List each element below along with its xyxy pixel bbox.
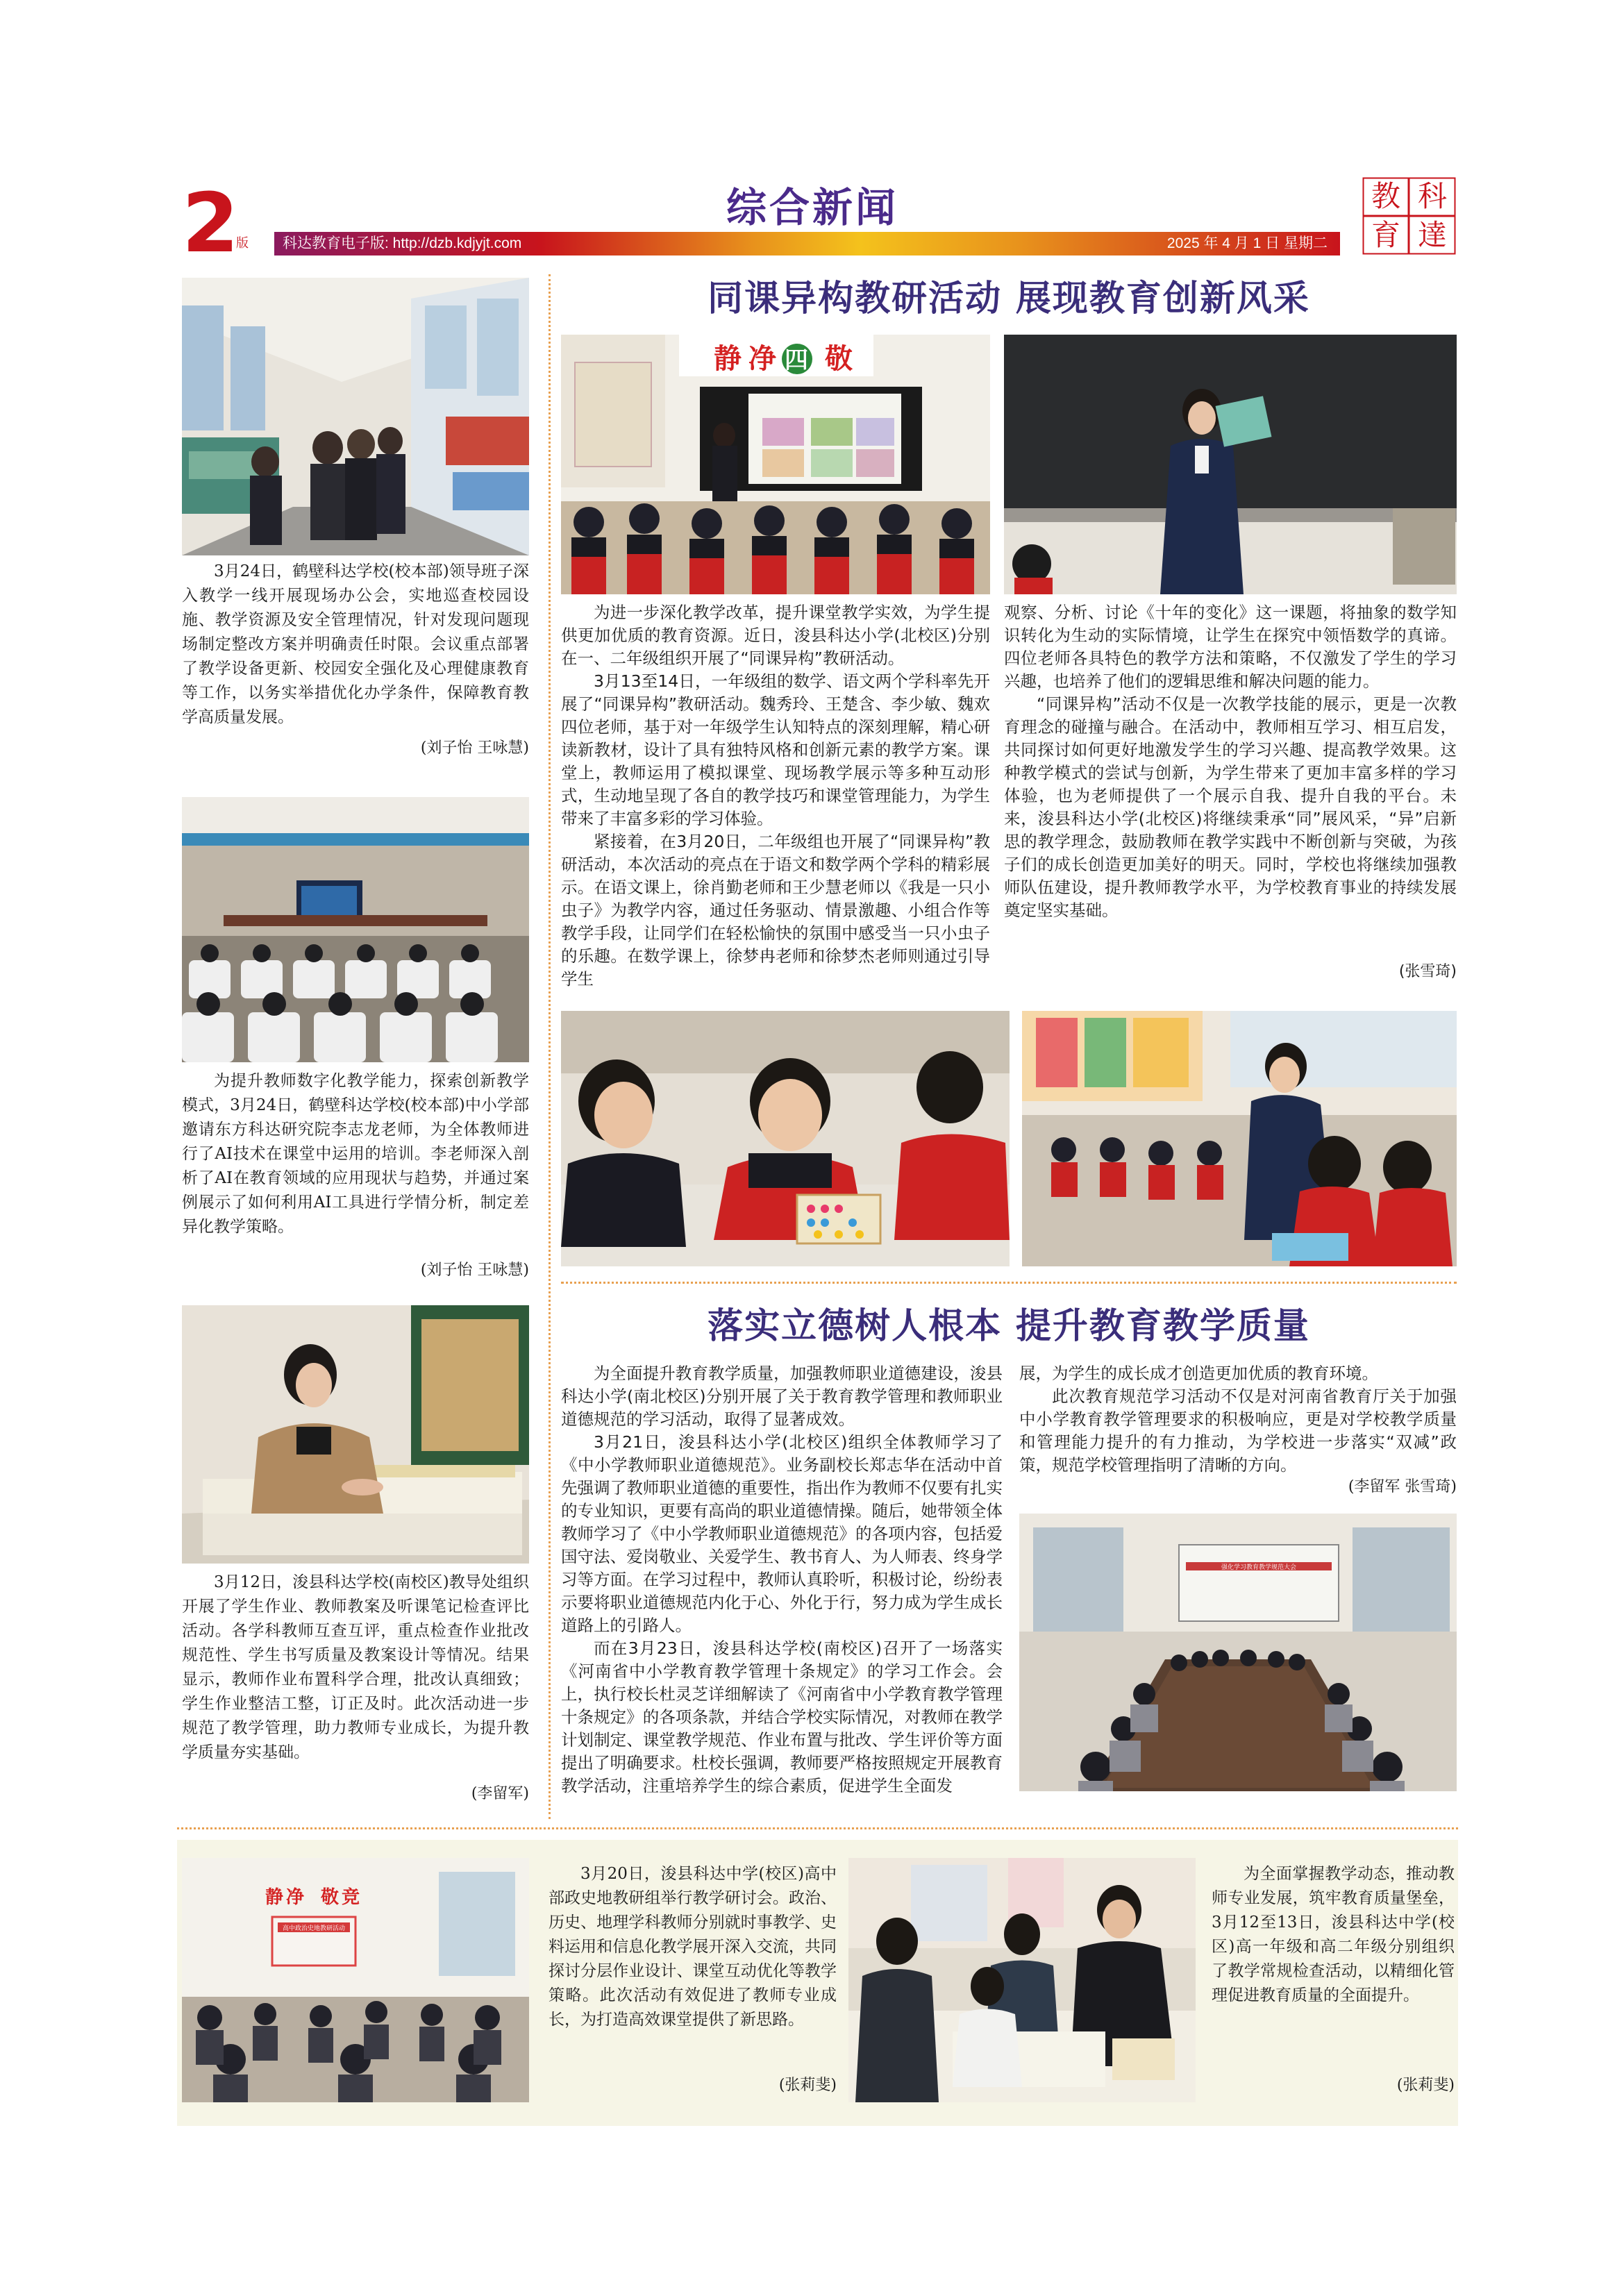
logo-char-3: 育: [1371, 218, 1400, 252]
section-title: 综合新闻: [726, 184, 898, 231]
article1-p5: “同课异构”活动不仅是一次教学技能的展示，更是一次教育理念的碰撞与融合。在活动中，教师相互学习、相互启发，共同探讨如何更好地激发学生的学习兴趣、提高教学效果。这种教学模式的尝试与创新，为学生带来了更加丰富多样的学习体验，也为老师提供了一个展示自我、提升自我的平台。未来，浚县科达小学(北校区)将继续秉承“同”展风采，“异”启新思的教学理念，鼓励教师在教学实践中不断创新与突破，为孩子们的成长创造更加美好的明天。同时，学校也将继续加强教师队伍建设，提升教师教学水平，为学校教育事业的持续发展奠定坚实基础。: [1004, 694, 1457, 920]
logo-char-2: 科: [1417, 179, 1447, 213]
photo-corridor-inspection: [182, 278, 529, 555]
article2-p3: 而在3月23日，浚县科达学校(南校区)召开了一场落实《河南省中小学教育教学管理十条规定》的学习工作会。会上，执行校长杜灵芝详细解读了《河南省中小学教育教学管理十条规定》的各项条款，并结合学校实际情况，对教师在教学计划制定、课堂教学规范、作业布置与批改、学生评价等方面提出了明确要求。杜校长强调，教师要严格按照规定开展教育教学活动，注重培养学生的综合素质，促进学生全面发: [561, 1639, 1003, 1795]
photo-sign-jing2: 净: [748, 343, 776, 375]
bottom-separator: [177, 1827, 1458, 1829]
article2-p2: 3月21日，浚县科达小学(北校区)组织全体教师学习了《中小学教师职业道德规范》。业务副校长郑志华在活动中首先强调了教师职业道德的重要性，指出作为教师不仅要有扎实的专业知识，更要有高尚的职业道德情操。随后，她带领全体教师学习了《中小学教师职业道德规范》的各项内容，包括爱国守法、爱岗敬业、关爱学生、教书育人、为人师表、终身学习等方面。在学习过程中，教师认真聆听，积极讨论，纷纷表示要将职业道德规范内化于心、外化于行，努力成为学生成长道路上的引路人。: [561, 1432, 1003, 1635]
article1-p3: 紧接着，在3月20日，二年级组也开展了“同课异构”教研活动，本次活动的亮点在于语文和数学两个学科的精彩展示。在语文课上，徐肖勤老师和王少慧老师以《我是一只小虫子》为教学内容，通过任务驱动、情景激趣、小组合作等教学手段，让同学们在轻松愉快的氛围中感受当一只小虫子的乐趣。在数学课上，徐梦冉老师和徐梦杰老师则通过引导学生: [561, 832, 990, 989]
article1-col2: [1004, 601, 1457, 922]
article1-col1: [561, 601, 990, 991]
seminar-sign-3: 敬: [321, 1887, 340, 1908]
seminar-banner-text: 高中政治史地教研活动: [282, 1925, 346, 1932]
left-item2-paragraph: 为提升教师数字化教学能力，探索创新教学模式，3月24日，鹤壁科达学校(校本部)中小学部邀请东方科达研究院李志龙老师，为全体教师进行了AI技术在课堂中运用的培训。李老师深入剖析了AI在教育领域的应用现状与趋势，并通过案例展示了如何利用AI工具进行学情分析，制定差异化教学策略。: [182, 1072, 529, 1236]
left-item3-text: [182, 1570, 529, 1765]
article1-p4: 观察、分析、讨论《十年的变化》这一课题，将抽象的数学知识转化为生动的实际情境，让学生在探究中领悟数学的真谛。四位老师各具特色的教学方法和策略，不仅激发了学生的学习兴趣，也培养了他们的逻辑思维和解决问题的能力。: [1004, 603, 1457, 691]
article2-p5: 此次教育规范学习活动不仅是对河南省教育厅关于加强中小学教育教学管理要求的积极响应，更是对学校教学质量和管理能力提升的有力推动，为学校进一步落实“双减”政策，规范学校管理指明了清晰的方向。: [1019, 1386, 1457, 1475]
photo-sign-si: 四: [785, 346, 808, 374]
bottom-item1-text: [549, 1862, 837, 2032]
article2-p4: 展，为学生的成长成才创造更加优质的教育环境。: [1019, 1364, 1378, 1383]
photo-class-lesson-2: [1004, 335, 1457, 594]
article-separator: [561, 1282, 1457, 1284]
photo-routine-check: [848, 1858, 1196, 2102]
article2-col2: [1019, 1362, 1457, 1477]
article1-p2: 3月13至14日，一年级组的数学、语文两个学科率先开展了“同课异构”教研活动。魏秀玲、王楚含、李少敏、魏欢四位老师，基于对一年级学生认知特点的深刻理解，精心研读新教材，设计了具有独特风格和创新元素的教学方案。课堂上，教师运用了模拟课堂、现场教学展示等多种互动形式，生动地呈现了各自的教学技巧和课堂管理能力，为学生带来了丰富多彩的学习体验。: [561, 671, 990, 828]
left-item1-byline: (刘子怡 王咏慧): [420, 739, 529, 757]
logo-char-4: 達: [1417, 218, 1447, 252]
meeting-screen-text: 强化学习教育教学规范大会: [1221, 1564, 1297, 1571]
article1-byline: (张雪琦): [1398, 963, 1457, 980]
issue-date: 2025 年 4 月 1 日 星期二: [1166, 235, 1328, 251]
article1-p1: 为进一步深化教学改革，提升课堂教学实效，为学生提供更加优质的教育资源。近日，浚县科达小学(北校区)分别在一、二年级组织开展了“同课异构”教研活动。: [561, 603, 990, 668]
seminar-sign-1: 静: [265, 1887, 284, 1908]
photo-class-lesson-1: [561, 335, 990, 594]
bottom-item2-paragraph: 为全面掌握教学动态，推动教师专业发展，筑牢教育质量堡垒，3月12至13日，浚县科达中学(校区)高一年级和高二年级分别组织了教学常规检查活动，以精细化管理促进教育质量的全面提升。: [1212, 1865, 1455, 2004]
photo-sign-jing3: 敬: [825, 343, 853, 375]
article2-byline: (李留军 张雪琦): [1348, 1478, 1457, 1495]
left-item1-paragraph: 3月24日，鹤壁科达学校(校本部)领导班子深入教学一线开展现场办公会，实地巡查校园设施、教学资源及安全管理情况，针对发现问题现场制定整改方案并明确责任时限。会议重点部署了教学设备更新、校园安全强化及心理健康教育等工作，以务实举措优化办学条件，保障教育教学高质量发展。: [182, 562, 529, 726]
page-number: 2: [182, 175, 240, 271]
left-item3-byline: (李留军): [471, 1785, 529, 1802]
seminar-sign-4: 竞: [342, 1887, 360, 1908]
seminar-sign-2: 净: [286, 1887, 305, 1908]
page-number-suffix: 版: [236, 236, 249, 251]
left-item2-byline: (刘子怡 王咏慧): [420, 1262, 529, 1279]
article2-headline[interactable]: 落实立德树人根本 提升教育教学质量: [708, 1306, 1310, 1347]
photo-students-abacus: [561, 1011, 1010, 1266]
left-item2-text: [182, 1069, 529, 1239]
photo-teacher-guidance: [1022, 1011, 1457, 1266]
article2-col1: [561, 1362, 1003, 1798]
header-bar: [274, 232, 1340, 255]
edition-label[interactable]: 科达教育电子版: http://dzb.kdjyjt.com: [283, 235, 522, 251]
bottom-item2-text: [1212, 1862, 1455, 2008]
masthead-logo: [1362, 177, 1456, 255]
photo-seminar: [182, 1858, 529, 2102]
photo-homework-inspection: [182, 1305, 529, 1564]
bottom-item1-byline: (张莉斐): [778, 2077, 837, 2094]
column-separator: [549, 274, 551, 1819]
left-item1-text: [182, 560, 529, 730]
article2-p1: 为全面提升教育教学质量，加强教师职业道德建设，浚县科达小学(南北校区)分别开展了关于教育教学管理和教师职业道德规范的学习活动，取得了显著成效。: [561, 1364, 1003, 1429]
bottom-item1-paragraph: 3月20日，浚县科达中学(校区)高中部政史地教研组举行教学研讨会。政治、历史、地理学科教师分别就时事教学、史料运用和信息化教学展开深入交流，共同探讨分层作业设计、课堂互动优化等教学策略。此次活动有效促进了教师专业成长，为打造高效课堂提供了新思路。: [549, 1865, 837, 2029]
photo-staff-meeting: [1019, 1514, 1457, 1791]
photo-sign-jing: 静: [714, 343, 742, 375]
logo-char-1: 教: [1371, 179, 1400, 213]
bottom-item2-byline: (张莉斐): [1396, 2077, 1455, 2094]
left-item3-paragraph: 3月12日，浚县科达学校(南校区)教导处组织开展了学生作业、教师教案及听课笔记检查评比活动。各学科教师互查互评，重点检查作业批改规范性、学生书写质量及教案设计等情况。结果显示，教师作业布置科学合理，批改认真细致；学生作业整洁工整，订正及时。此次活动进一步规范了教学管理，助力教师专业成长，为提升教学质量夯实基础。: [182, 1573, 529, 1761]
photo-ai-training: [182, 797, 529, 1062]
article1-headline[interactable]: 同课异构教研活动 展现教育创新风采: [708, 278, 1310, 319]
